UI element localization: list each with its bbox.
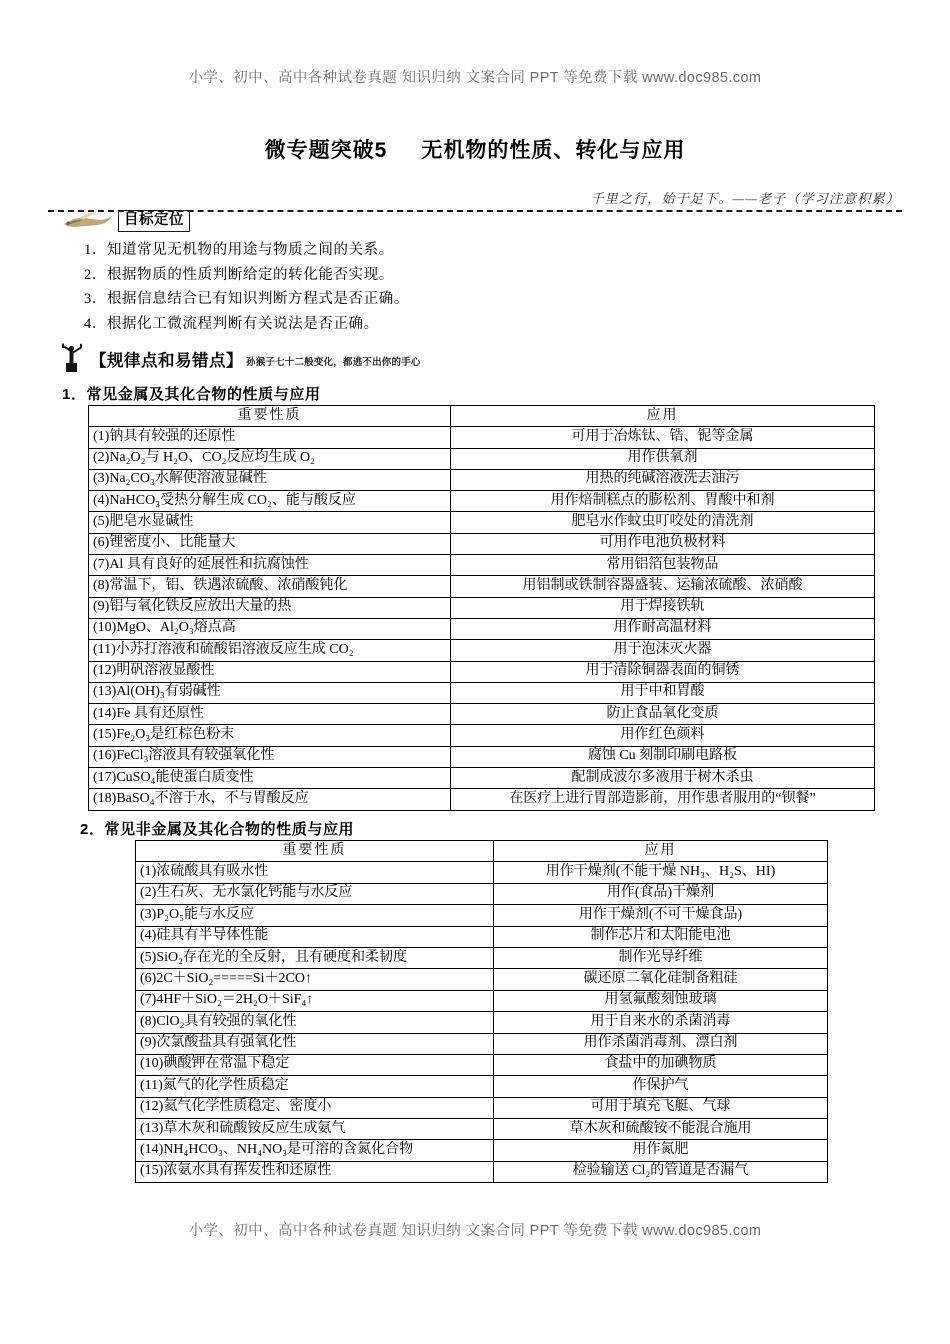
section-2-heading: 2．常见非金属及其化合物的性质与应用 [80,821,355,838]
table-row [136,926,828,947]
metals-properties-table [88,405,875,811]
cell-application: 可用于冶炼钛、锆、铌等金属 [451,427,875,448]
watermark-header: 小学、初中、高中各种试卷真题 知识归纳 文案合同 PPT 等免费下载 www.doc985.com [188,70,762,86]
cell-property: (5)SiO₂存在光的全反射，且有硬度和柔韧度 [136,947,494,968]
rules-title: 【规律点和易错点】 [90,351,243,370]
motivational-quote: 千里之行，始于足下。——老子（学习注意积累） [590,191,900,206]
cell-application: 碳还原二氧化硅制备粗硅 [494,969,828,990]
cell-application: 肥皂水作蚊虫叮咬处的清洗剂 [451,512,875,533]
cell-property: (3)Na₂CO₃水解使溶液显碱性 [89,469,451,490]
table-row [136,947,828,968]
cell-application: 用于焊接铁轨 [451,597,875,618]
table-row [136,1119,828,1140]
cell-application: 用作焙制糕点的膨松剂、胃酸中和剂 [451,491,875,512]
cell-application: 常用铝箔包装物品 [451,555,875,576]
table-row [136,990,828,1011]
table-row [136,1012,828,1033]
table-row [136,1054,828,1075]
table-row [89,555,875,576]
cell-property: (11)氮气的化学性质稳定 [136,1076,494,1097]
table-row [89,725,875,746]
page-title [0,134,950,164]
table-row [89,576,875,597]
cell-property: (12)明矾溶液显酸性 [89,661,451,682]
cell-property: (17)CuSO₄能使蛋白质变性 [89,768,451,789]
page-title-prefix: 微专题突破5 [264,139,388,162]
table-row [89,618,875,639]
cell-application: 食盐中的加碘物质 [494,1054,828,1075]
cell-application: 防止食品氧化变质 [451,704,875,725]
cell-application: 用热的纯碱溶液洗去油污 [451,469,875,490]
cell-property: (14)NH₄HCO₃、NH₄NO₃是可溶的含氮化合物 [136,1140,494,1161]
cell-property: (16)FeCl₃溶液具有较强氧化性 [89,746,451,767]
cell-application: 用作耐高温材料 [451,618,875,639]
cell-property: (9)次氯酸盐具有强氧化性 [136,1033,494,1054]
cell-application: 制作光导纤维 [494,947,828,968]
cell-property: (11)小苏打溶液和硫酸铝溶液反应生成 CO₂ [89,640,451,661]
watermark-footer: 小学、初中、高中各种试卷真题 知识归纳 文案合同 PPT 等免费下载 www.doc985.com [188,1223,762,1239]
table-row [89,768,875,789]
nonmetals-properties-table [135,840,828,1183]
cell-property: (2)Na₂O₂与 H₂O、CO₂反应均生成 O₂ [89,448,451,469]
rules-subtitle: 孙猴子七十二般变化，都逃不出你的手心 [246,357,421,368]
table-row [89,512,875,533]
table-row [89,682,875,703]
cell-property: (12)氦气化学性质稳定、密度小 [136,1097,494,1118]
cell-property: (14)Fe 具有还原性 [89,704,451,725]
cell-property: (8)常温下，铝、铁遇浓硫酸、浓硝酸钝化 [89,576,451,597]
cell-application: 用作干燥剂(不能干燥 NH₃、H₂S、HI) [494,862,828,883]
objective-item: 4．根据化工微流程判断有关说法是否正确。 [84,315,379,332]
cell-application: 用作红色颜料 [451,725,875,746]
nonmetals-table-body [136,862,828,1183]
column-header-property: 重要性质 [136,841,494,862]
table-row [136,969,828,990]
table-row [136,1097,828,1118]
cell-property: (3)P₂O₅能与水反应 [136,905,494,926]
table-row [136,905,828,926]
cell-application: 检验输送 Cl₂的管道是否漏气 [494,1161,828,1182]
cell-application: 用作(食品)干燥剂 [494,883,828,904]
cell-property: (10)碘酸钾在常温下稳定 [136,1054,494,1075]
cell-application: 用作杀菌消毒剂、漂白剂 [494,1033,828,1054]
column-header-application: 应用 [451,406,875,427]
table-row [136,1033,828,1054]
objective-item: 1．知道常见无机物的用途与物质之间的关系。 [84,242,394,258]
cell-property: (10)MgO、Al₂O₃熔点高 [89,618,451,639]
cell-property: (7)Al 具有良好的延展性和抗腐蚀性 [89,555,451,576]
cell-application: 腐蚀 Cu 刻制印刷电路板 [451,746,875,767]
table-row [89,661,875,682]
cell-property: (6)锂密度小、比能量大 [89,533,451,554]
cell-property: (9)铝与氧化铁反应放出大量的热 [89,597,451,618]
table-row [89,491,875,512]
cell-property: (5)肥皂水显碱性 [89,512,451,533]
cell-application: 用铝制或铁制容器盛装、运输浓硫酸、浓硝酸 [451,576,875,597]
table-header-row [136,841,828,862]
objective-item: 2．根据物质的性质判断给定的转化能否实现。 [84,266,394,283]
column-header-application: 应用 [494,841,828,862]
objectives-list [62,238,582,336]
cell-property: (13)Al(OH)₃有弱碱性 [89,682,451,703]
seagull-icon [62,208,114,232]
page-title-main: 无机物的性质、转化与应用 [421,139,686,162]
table-row [89,640,875,661]
column-header-property: 重要性质 [89,406,451,427]
cell-property: (4)硅具有半导体性能 [136,926,494,947]
table-header-row [89,406,875,427]
cell-application: 草木灰和硫酸铵不能混合施用 [494,1119,828,1140]
table-row [89,469,875,490]
cell-property: (15)Fe₂O₃是红棕色粉末 [89,725,451,746]
cell-application: 用于清除铜器表面的铜锈 [451,661,875,682]
cell-application: 用于自来水的杀菌消毒 [494,1012,828,1033]
objectives-block [62,206,582,336]
objectives-badge: 目标定位 [118,210,190,232]
cell-application: 用作干燥剂(不可干燥食品) [494,905,828,926]
rules-header [60,342,421,372]
statue-icon [60,342,86,372]
table-row [136,1140,828,1161]
objective-item: 3．根据信息结合已有知识判断方程式是否正确。 [84,291,409,307]
table-row [89,746,875,767]
cell-application: 可用作电池负极材料 [451,533,875,554]
cell-application: 制作芯片和太阳能电池 [494,926,828,947]
table-row [136,862,828,883]
cell-property: (18)BaSO₄不溶于水，不与胃酸反应 [89,789,451,810]
cell-application: 在医疗上进行胃部造影前，用作患者服用的“钡餐” [451,789,875,810]
section-1-heading: 1．常见金属及其化合物的性质与应用 [62,386,321,403]
cell-property: (8)ClO₂具有较强的氧化性 [136,1012,494,1033]
cell-application: 作保护气 [494,1076,828,1097]
table-row [136,1076,828,1097]
cell-property: (13)草木灰和硫酸铵反应生成氨气 [136,1119,494,1140]
cell-property: (1)浓硫酸具有吸水性 [136,862,494,883]
metals-table-body [89,427,875,810]
cell-property: (6)2C＋SiO₂=====Si＋2CO↑ [136,969,494,990]
cell-property: (1)钠具有较强的还原性 [89,427,451,448]
cell-application: 用作氮肥 [494,1140,828,1161]
cell-application: 用于中和胃酸 [451,682,875,703]
cell-property: (7)4HF＋SiO₂＝2H₂O＋SiF₄↑ [136,990,494,1011]
table-row [89,789,875,810]
table-row [89,597,875,618]
cell-application: 用氢氟酸刻蚀玻璃 [494,990,828,1011]
table-row [89,533,875,554]
table-row [89,427,875,448]
cell-application: 可用于填充飞艇、气球 [494,1097,828,1118]
objectives-header [62,206,582,232]
cell-property: (15)浓氨水具有挥发性和还原性 [136,1161,494,1182]
cell-application: 用于泡沫灭火器 [451,640,875,661]
cell-application: 配制成波尔多液用于树木杀虫 [451,768,875,789]
cell-application: 用作供氧剂 [451,448,875,469]
table-row [89,448,875,469]
cell-property: (4)NaHCO₃受热分解生成 CO₂、能与酸反应 [89,491,451,512]
table-row [136,883,828,904]
cell-property: (2)生石灰、无水氯化钙能与水反应 [136,883,494,904]
table-row [136,1161,828,1182]
table-row [89,704,875,725]
